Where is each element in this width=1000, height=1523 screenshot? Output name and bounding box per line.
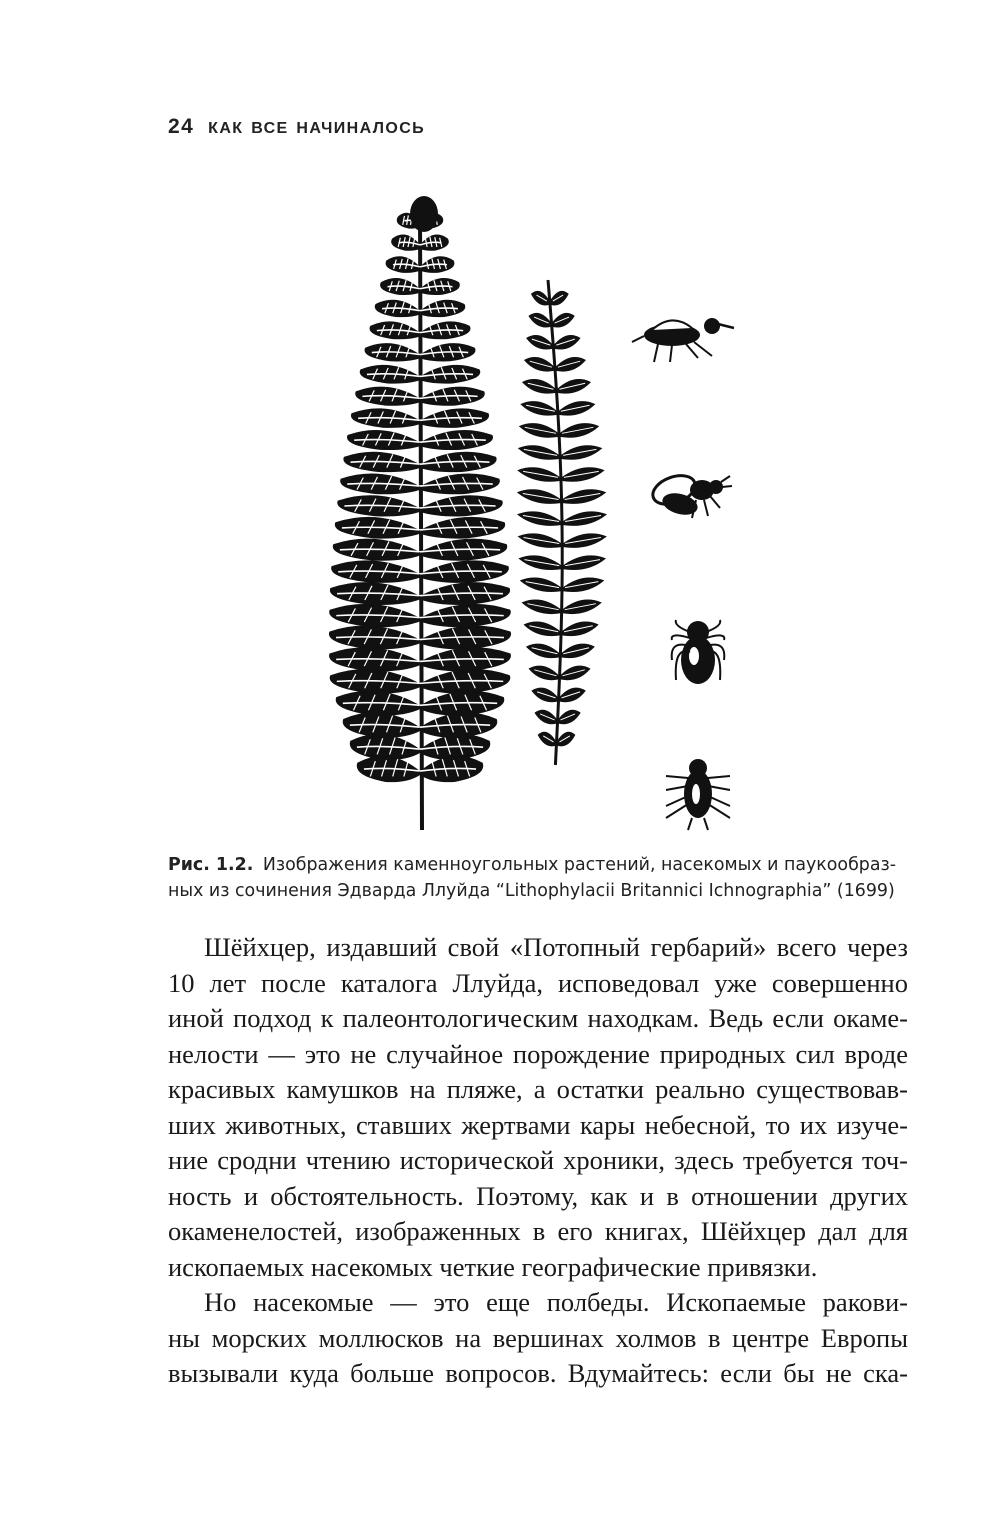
caption-line-2: ных из сочинения Эдварда Ллуйда “Lithophylacii Britannici Ichnographia” (1699)	[168, 881, 895, 901]
text-line: ших животных, ставших жертвами кары небесной, то их изуче-	[168, 1109, 908, 1140]
text-line: ние сродни чтению исторической хроники, здесь требуется точ-	[168, 1145, 908, 1175]
fly-insect-icon	[632, 318, 734, 362]
page-number: 24	[168, 115, 195, 138]
paragraph-2	[168, 1285, 908, 1392]
text-line: Но насекомые — это еще полбеды. Ископаемые ракови-	[204, 1287, 908, 1317]
text-line: иной подход к палеонтологическим находкам. Ведь если окаме-	[168, 1003, 908, 1033]
caption-line-1: Изображения каменноугольных растений, насекомых и паукообраз-	[262, 855, 897, 875]
text-line: ископаемых насекомых четкие географические привязки.	[168, 1251, 818, 1282]
bee-insect-icon	[649, 470, 732, 518]
figure-label: Рис. 1.2.	[168, 855, 254, 875]
paragraph-1	[168, 930, 908, 1285]
text-line: вызывали куда больше вопросов. Вдумайтесь: если бы не ска-	[168, 1358, 908, 1388]
text-line: окаменелостей, изображенных в его книгах, Шёйхцер дал для	[168, 1216, 908, 1246]
body-text	[168, 930, 908, 1392]
text-line: нелости — это не случайное порождение природных сил вроде	[168, 1038, 908, 1069]
spider-arachnid-icon	[672, 620, 725, 684]
text-line: ность и обстоятельность. Поэтому, как и в отношении других	[168, 1180, 908, 1211]
mite-arachnid-icon	[666, 759, 730, 830]
large-fern-frond-icon	[330, 196, 511, 830]
text-line: Шёйхцер, издавший свой «Потопный гербарий» всего через	[204, 932, 908, 962]
figure-caption	[168, 852, 903, 904]
figure-illustration	[320, 190, 760, 840]
running-head	[168, 112, 425, 142]
chapter-title: как все начиналось	[208, 112, 426, 138]
text-line: 10 лет после каталога Ллуйда, исповедовал уже совершенно	[168, 967, 908, 998]
text-line: ны морских моллюсков на вершинах холмов в центре Европы	[168, 1322, 908, 1353]
narrow-fern-frond-icon	[518, 280, 606, 765]
text-line: красивых камушков на пляже, а остатки реально существовав-	[168, 1074, 908, 1104]
